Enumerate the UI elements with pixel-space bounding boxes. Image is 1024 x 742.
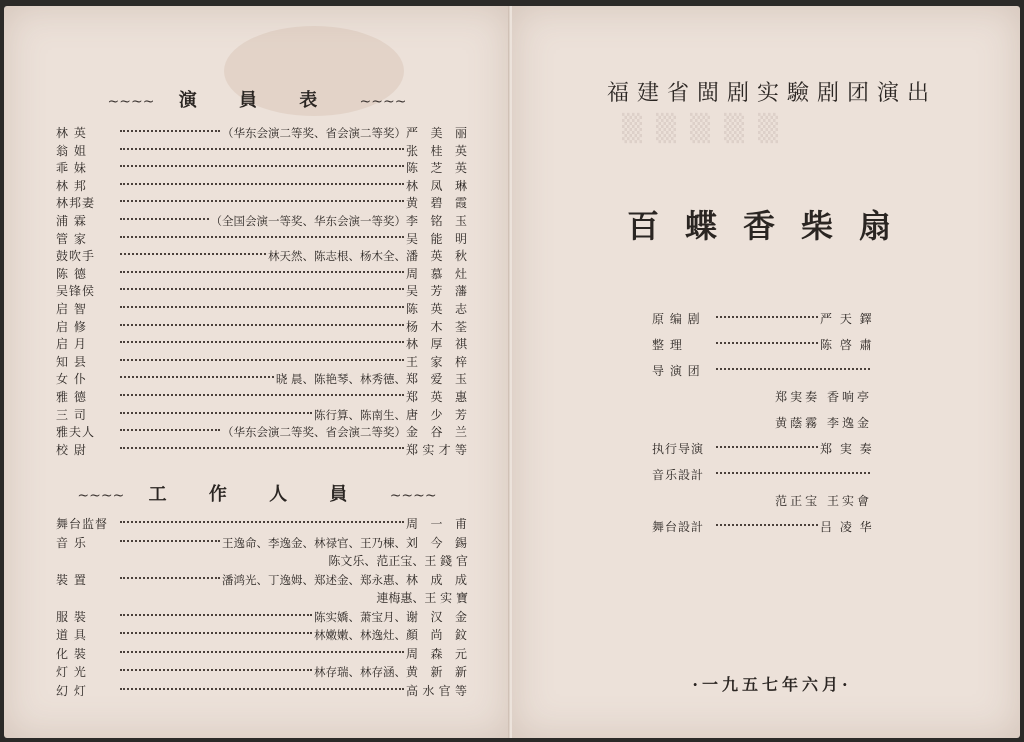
credit-continuation: 郑実奏 香响亭 bbox=[775, 390, 872, 404]
staff-note: 陈实嬌、萧宝月、 bbox=[314, 609, 406, 624]
cast-role: 林 英 bbox=[56, 126, 87, 140]
actor-name: 林 凤 琳 bbox=[406, 178, 468, 193]
credit-continuation: 范正宝 王实會 bbox=[775, 494, 872, 508]
leader-dots bbox=[120, 324, 404, 326]
credit-continuation: 黄蔭霧 李逸金 bbox=[775, 416, 872, 430]
actor-name: 王 家 梓 bbox=[406, 354, 468, 369]
cast-role: 管 家 bbox=[56, 231, 87, 246]
staff-row bbox=[56, 663, 468, 681]
cast-note: （华东会演二等奖、省会演二等奖） bbox=[222, 126, 406, 140]
leader-dots bbox=[120, 148, 404, 150]
actor-name: 郑实才等 bbox=[406, 442, 468, 457]
cast-role: 校 尉 bbox=[56, 442, 87, 457]
cast-row bbox=[56, 265, 468, 283]
leader-dots bbox=[120, 130, 220, 132]
cast-role: 三 司 bbox=[56, 407, 87, 422]
staff-row bbox=[56, 534, 468, 552]
staff-name: 周 森 元 bbox=[406, 646, 468, 661]
heading-ornament-right: ~~~~ bbox=[359, 94, 407, 110]
heading-ornament-left: ~~~~ bbox=[107, 94, 155, 110]
credit-row bbox=[652, 310, 872, 328]
leader-dots bbox=[716, 342, 818, 344]
credit-role: 音乐設計 bbox=[652, 468, 705, 482]
credit-row bbox=[652, 518, 872, 536]
cast-role: 雅夫人 bbox=[56, 425, 96, 440]
actor-name: 金 谷 兰 bbox=[406, 425, 468, 440]
cast-row bbox=[56, 177, 468, 195]
staff-row bbox=[56, 608, 468, 626]
actor-name: 严 美 丽 bbox=[406, 126, 468, 140]
staff-role: 灯 光 bbox=[56, 665, 87, 679]
staff-continuation: 陈文乐、范正宝、王 錢 官 bbox=[328, 554, 468, 568]
right-page bbox=[512, 6, 1020, 738]
actor-name: 陈 芝 英 bbox=[406, 161, 468, 176]
leader-dots bbox=[716, 524, 818, 526]
leader-dots bbox=[120, 394, 404, 396]
credit-row bbox=[652, 362, 872, 380]
staff-row bbox=[56, 645, 468, 663]
credit-name: 吕 凌 华 bbox=[820, 520, 874, 534]
credit-row bbox=[652, 440, 872, 458]
cast-title: 演 員 表 bbox=[178, 90, 336, 111]
play-title: 百蝶香柴扇 bbox=[626, 207, 917, 245]
cast-row bbox=[56, 124, 468, 142]
leader-dots bbox=[120, 271, 404, 273]
staff-row bbox=[56, 626, 468, 644]
cast-row bbox=[56, 335, 468, 353]
leader-dots bbox=[120, 288, 404, 290]
leader-dots bbox=[120, 651, 404, 653]
credit-row bbox=[652, 336, 872, 354]
heading-ornament-right: ~~~~ bbox=[389, 488, 437, 504]
cast-row bbox=[56, 194, 468, 212]
cast-row bbox=[56, 300, 468, 318]
cast-note: （华东会演二等奖、省会演二等奖） bbox=[222, 425, 406, 440]
cast-note: 晓 晨、陈艳琴、林秀德、 bbox=[275, 372, 406, 387]
troupe-line: 福建省閩剧实驗剧团演出 bbox=[606, 81, 937, 106]
leader-dots bbox=[120, 165, 404, 167]
cast-role: 鼓吹手 bbox=[56, 249, 96, 264]
actor-name: 吴 芳 藩 bbox=[406, 284, 468, 299]
actor-name: 周 慕 灶 bbox=[406, 266, 468, 281]
cast-role: 乖 妹 bbox=[56, 161, 87, 176]
cast-role: 知 县 bbox=[56, 354, 87, 369]
credit-row bbox=[652, 466, 872, 484]
cast-role: 陈 德 bbox=[56, 266, 87, 281]
actor-name: 杨 木 荃 bbox=[406, 319, 468, 334]
cast-role: 启 智 bbox=[56, 302, 87, 316]
leader-dots bbox=[120, 412, 312, 414]
cast-role: 浦 霖 bbox=[56, 214, 87, 228]
cast-heading bbox=[4, 86, 510, 112]
staff-name: 周 一 甫 bbox=[406, 517, 468, 531]
credit-role: 舞台設計 bbox=[652, 520, 705, 534]
leader-dots bbox=[120, 236, 404, 238]
actor-name: 林 厚 祺 bbox=[406, 337, 468, 352]
cast-row bbox=[56, 230, 468, 248]
cast-role: 吴锋侯 bbox=[56, 284, 96, 299]
staff-note: 林存瑞、林存涵、 bbox=[314, 665, 406, 679]
credit-role: 原 编 剧 bbox=[652, 312, 701, 326]
leader-dots bbox=[716, 446, 818, 448]
cast-row bbox=[56, 388, 468, 406]
cast-row bbox=[56, 159, 468, 177]
leader-dots bbox=[120, 183, 404, 185]
cast-role: 林 邦 bbox=[56, 178, 87, 193]
leader-dots bbox=[120, 306, 404, 308]
bleed-through-text: ▒▒▒▒▒ bbox=[622, 114, 792, 144]
staff-role: 道 具 bbox=[56, 628, 87, 642]
cast-row bbox=[56, 318, 468, 336]
date-line: ·一九五七年六月· bbox=[692, 675, 852, 694]
staff-note: 王逸命、李逸金、林禄官、王乃棟、 bbox=[222, 535, 406, 550]
leader-dots bbox=[120, 669, 312, 671]
leader-dots bbox=[120, 429, 220, 431]
cast-row bbox=[56, 212, 468, 230]
cast-note: （全国会演一等奖、华东会演一等奖） bbox=[210, 214, 406, 228]
cast-role: 雅 德 bbox=[56, 390, 87, 404]
leader-dots bbox=[120, 577, 220, 579]
cast-row bbox=[56, 282, 468, 300]
actor-name: 黄 碧 霞 bbox=[406, 196, 468, 211]
credit-name: 陈 啓 肅 bbox=[820, 338, 874, 352]
leader-dots bbox=[716, 472, 870, 474]
leader-dots bbox=[716, 316, 818, 318]
cast-row bbox=[56, 247, 468, 265]
actor-name: 潘 英 秋 bbox=[406, 249, 468, 264]
cast-row bbox=[56, 441, 468, 459]
credit-role: 执行导演 bbox=[652, 442, 705, 456]
staff-name: 顏 尚 鈫 bbox=[406, 628, 468, 642]
actor-name: 唐 少 芳 bbox=[406, 407, 468, 422]
cast-role: 翁 姐 bbox=[56, 143, 87, 158]
staff-role: 化 裝 bbox=[56, 646, 87, 661]
staff-role: 音 乐 bbox=[56, 535, 87, 550]
cast-row bbox=[56, 370, 468, 388]
cast-role: 女 仆 bbox=[56, 372, 87, 387]
staff-note: 林嫩嫩、林逸灶、 bbox=[314, 628, 406, 642]
staff-name: 刘 今 錫 bbox=[406, 535, 468, 550]
staff-role: 裝 置 bbox=[56, 572, 87, 587]
left-page bbox=[4, 6, 510, 738]
cast-note: 陈行算、陈南生、 bbox=[314, 407, 406, 422]
actor-name: 郑 英 惠 bbox=[406, 390, 468, 404]
credit-name: 严 天 鐸 bbox=[820, 312, 874, 326]
staff-name: 黄 新 新 bbox=[406, 665, 468, 679]
leader-dots bbox=[716, 368, 870, 370]
actor-name: 陈 英 志 bbox=[406, 302, 468, 316]
actor-name: 郑 爱 玉 bbox=[406, 372, 468, 387]
credit-role: 导 演 团 bbox=[652, 364, 701, 378]
leader-dots bbox=[120, 218, 209, 220]
staff-title: 工 作 人 員 bbox=[148, 484, 366, 505]
staff-continuation: 連梅惠、王 实 寶 bbox=[376, 591, 468, 605]
leader-dots bbox=[120, 447, 404, 449]
cast-role: 林邦妻 bbox=[56, 196, 96, 211]
leader-dots bbox=[120, 540, 220, 542]
leader-dots bbox=[120, 341, 404, 343]
credit-name: 郑 実 奏 bbox=[820, 442, 874, 456]
leader-dots bbox=[120, 614, 312, 616]
staff-row bbox=[56, 682, 468, 700]
leader-dots bbox=[120, 253, 266, 255]
leader-dots bbox=[120, 688, 404, 690]
leader-dots bbox=[120, 632, 312, 634]
staff-name: 谢 汉 金 bbox=[406, 609, 468, 624]
staff-heading bbox=[4, 480, 510, 506]
staff-role: 幻 灯 bbox=[56, 683, 87, 698]
cast-row bbox=[56, 142, 468, 160]
staff-name: 林 成 成 bbox=[406, 572, 468, 587]
leader-dots bbox=[120, 376, 274, 378]
actor-name: 吴 能 明 bbox=[406, 231, 468, 246]
staff-note: 潘鸿光、丁逸姆、郑述金、郑永惠、 bbox=[222, 572, 406, 587]
cast-row bbox=[56, 353, 468, 371]
staff-name: 高水官等 bbox=[406, 683, 468, 698]
staff-role: 服 裝 bbox=[56, 609, 87, 624]
cast-row bbox=[56, 423, 468, 441]
leader-dots bbox=[120, 521, 404, 523]
cast-note: 林天然、陈志根、杨木全、 bbox=[268, 249, 406, 264]
leader-dots bbox=[120, 359, 404, 361]
cast-role: 启 月 bbox=[56, 337, 87, 352]
actor-name: 张 桂 英 bbox=[406, 143, 468, 158]
cast-row bbox=[56, 406, 468, 424]
heading-ornament-left: ~~~~ bbox=[77, 488, 125, 504]
staff-role: 舞台监督 bbox=[56, 517, 109, 531]
cast-role: 启 修 bbox=[56, 319, 87, 334]
leader-dots bbox=[120, 200, 404, 202]
actor-name: 李 铭 玉 bbox=[406, 214, 468, 228]
credit-role: 整 理 bbox=[652, 338, 683, 352]
staff-row bbox=[56, 571, 468, 589]
staff-row bbox=[56, 515, 468, 533]
